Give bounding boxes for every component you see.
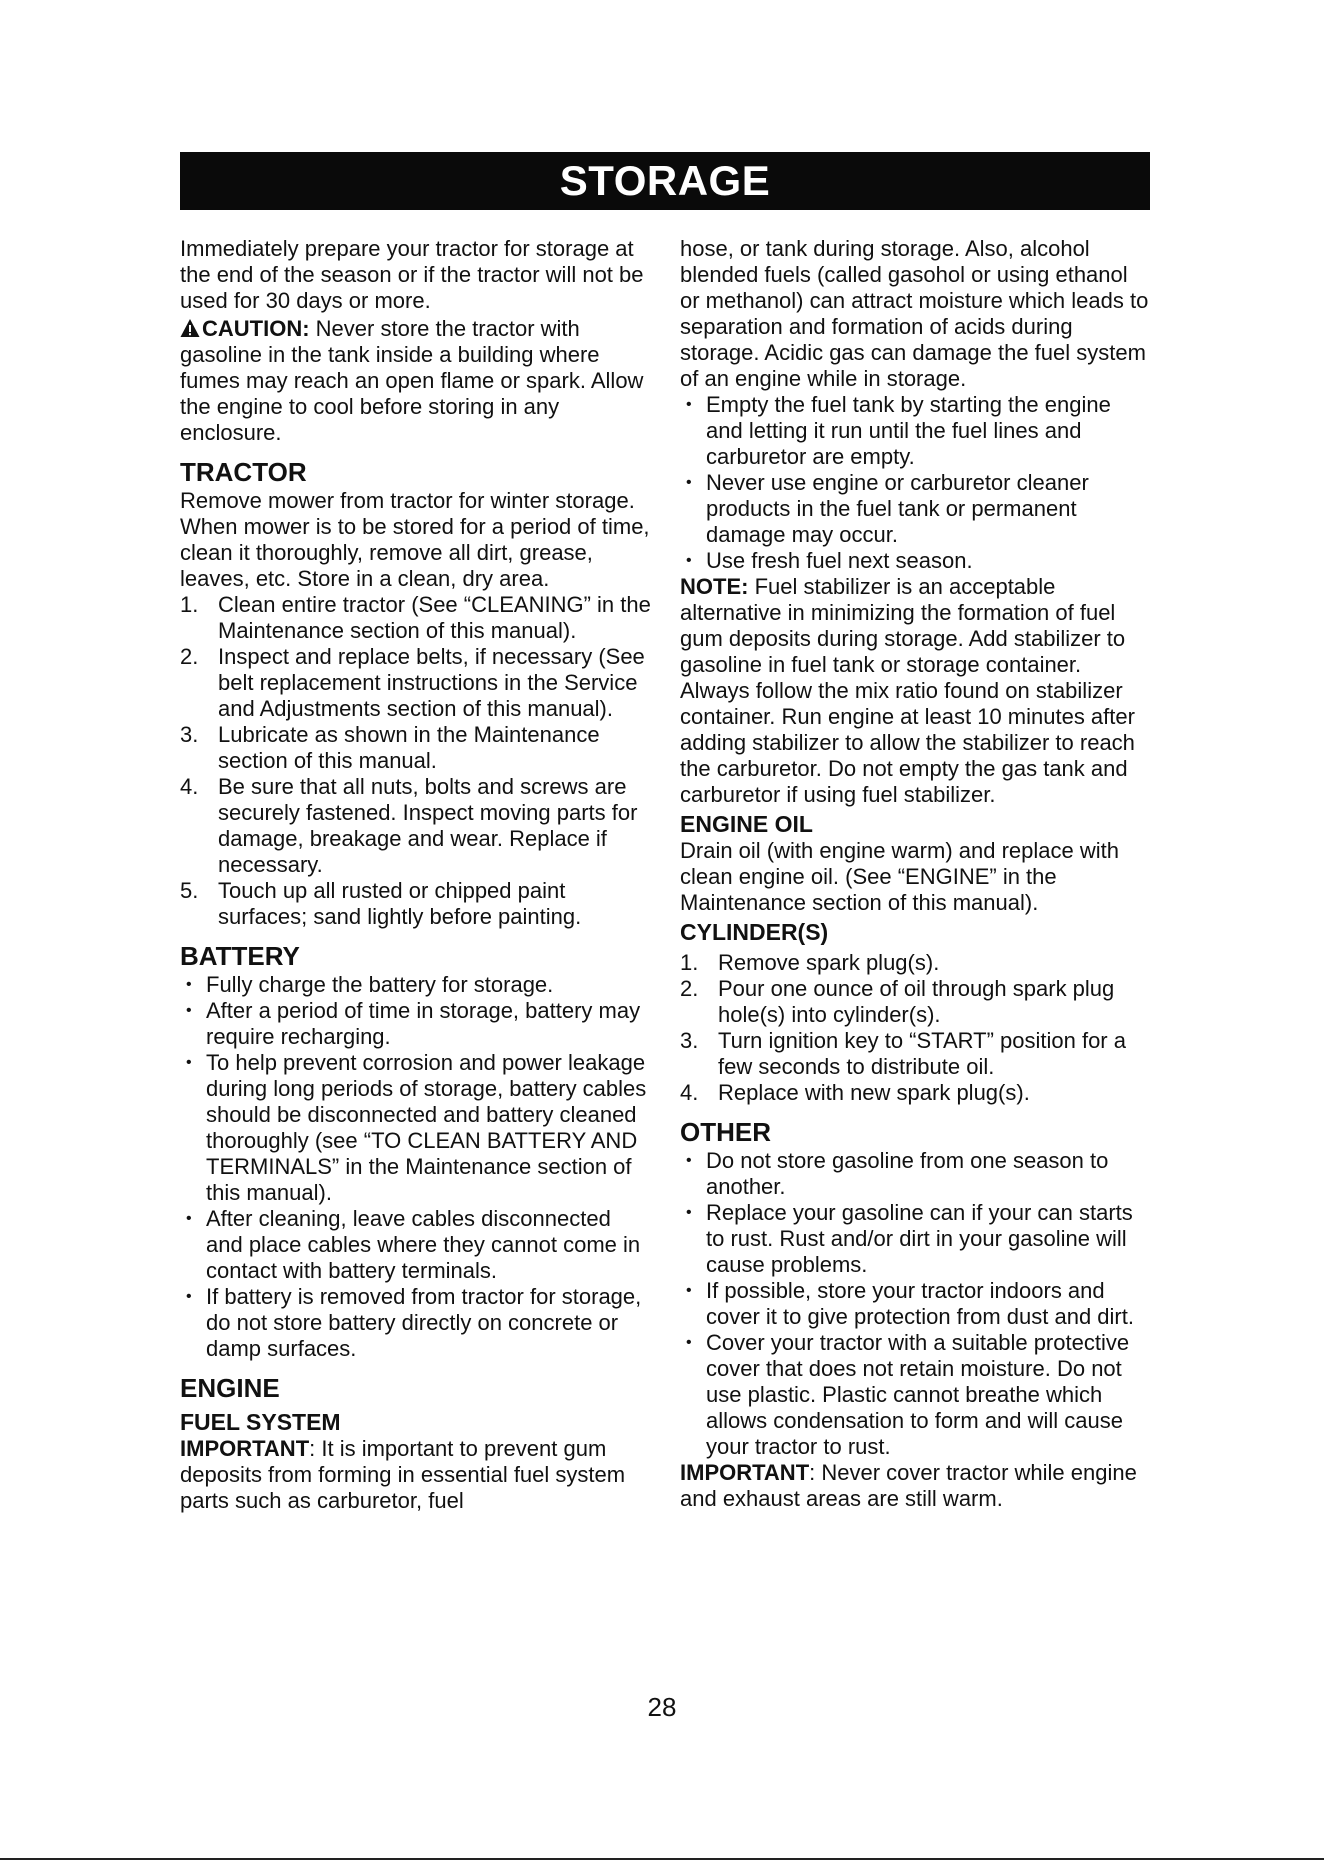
page-title: STORAGE bbox=[559, 157, 771, 204]
engine-heading: ENGINE bbox=[180, 1373, 280, 1403]
note-text: Fuel stabilizer is an acceptable alternative in minimizing the formation of fuel gum deposits during storage. Add stabilizer to gasoline in fuel tank or storage container. Always follow the mix ratio found on stabilizer container. Run engine at least 10 minutes after adding stabilizer to allow the stabilizer to reach the carburetor. Do not empty the gas tank and carburetor if using fuel stabilizer. bbox=[680, 574, 1135, 807]
warning-triangle-icon bbox=[180, 318, 200, 338]
other-item: • Do not store gasoline from one season to another. bbox=[680, 1148, 1152, 1200]
important-label: IMPORTANT bbox=[680, 1460, 810, 1485]
left-column bbox=[180, 236, 652, 1514]
other-item: • Replace your gasoline can if your can starts to rust. Rust and/or dirt in your gasoline will cause problems. bbox=[680, 1200, 1152, 1278]
fuel-system-heading: FUEL SYSTEM bbox=[180, 1409, 341, 1435]
important-label: IMPORTANT bbox=[180, 1436, 310, 1461]
battery-item: • Fully charge the battery for storage. bbox=[180, 972, 652, 998]
page-title-banner bbox=[180, 152, 1150, 210]
tractor-step: 2. Inspect and replace belts, if necessary (See belt replacement instructions in the Service and Adjustments section of this manual). bbox=[180, 644, 652, 722]
important-paragraph bbox=[680, 1460, 1152, 1512]
battery-item: • To help prevent corrosion and power leakage during long periods of storage, battery cables should be disconnected and battery cleaned thoroughly (see “TO CLEAN BATTERY AND TERMINALS” in the Maintenance section of this manual). bbox=[180, 1050, 652, 1206]
fuel-list bbox=[680, 392, 1152, 574]
battery-item: • If battery is removed from tractor for storage, do not store battery directly on concrete or damp surfaces. bbox=[180, 1284, 652, 1362]
cylinder-step: 1. Remove spark plug(s). bbox=[680, 950, 1152, 976]
tractor-heading: TRACTOR bbox=[180, 457, 307, 487]
other-item: • If possible, store your tractor indoors and cover it to give protection from dust and dirt. bbox=[680, 1278, 1152, 1330]
tractor-step: 5. Touch up all rusted or chipped paint surfaces; sand lightly before painting. bbox=[180, 878, 652, 930]
cylinder-step: 2. Pour one ounce of oil through spark plug hole(s) into cylinder(s). bbox=[680, 976, 1152, 1028]
cylinders-heading: CYLINDER(S) bbox=[680, 919, 829, 945]
battery-item: • After cleaning, leave cables disconnected and place cables where they cannot come in contact with battery terminals. bbox=[180, 1206, 652, 1284]
important-text: : Never cover tractor while engine and exhaust areas are still warm. bbox=[680, 1460, 1137, 1511]
tractor-step: 4. Be sure that all nuts, bolts and screws are securely fastened. Inspect moving parts for damage, breakage and wear. Replace if necessary. bbox=[180, 774, 652, 878]
intro-paragraph: Immediately prepare your tractor for storage at the end of the season or if the tractor will not be used for 30 days or more. bbox=[180, 236, 644, 313]
fuel-system-continued: hose, or tank during storage. Also, alcohol blended fuels (called gasohol or using ethanol or methanol) can attract moisture which leads to separation and formation of acids during storage. Acidic gas can damage the fuel system of an engine while in storage. bbox=[680, 236, 1149, 391]
cylinder-steps-list bbox=[680, 950, 1152, 1106]
note-label: NOTE: bbox=[680, 574, 749, 599]
tractor-step: 1. Clean entire tractor (See “CLEANING” in the Maintenance section of this manual). bbox=[180, 592, 652, 644]
fuel-item: • Never use engine or carburetor cleaner products in the fuel tank or permanent damage may occur. bbox=[680, 470, 1152, 548]
other-list bbox=[680, 1148, 1152, 1460]
right-column bbox=[680, 236, 1152, 1512]
note-paragraph bbox=[680, 574, 1152, 808]
cylinder-step: 4. Replace with new spark plug(s). bbox=[680, 1080, 1152, 1106]
other-item: • Cover your tractor with a suitable protective cover that does not retain moisture. Do not use plastic. Plastic cannot breathe which allows condensation to form and will cause your tractor to rust. bbox=[680, 1330, 1152, 1460]
battery-item: • After a period of time in storage, battery may require recharging. bbox=[180, 998, 652, 1050]
tractor-steps-list bbox=[180, 592, 652, 930]
caution-text: Never store the tractor with gasoline in the tank inside a building where fumes may reach an open flame or spark. Allow the engine to cool before storing in any enclosure. bbox=[180, 316, 644, 445]
engine-oil-text: Drain oil (with engine warm) and replace with clean engine oil. (See “ENGINE” in the Maintenance section of this manual). bbox=[680, 838, 1119, 915]
fuel-item: • Use fresh fuel next season. bbox=[680, 548, 1152, 574]
page-number: 28 bbox=[647, 1692, 677, 1722]
bottom-rule bbox=[0, 1858, 1324, 1860]
tractor-step: 3. Lubricate as shown in the Maintenance section of this manual. bbox=[180, 722, 652, 774]
other-heading: OTHER bbox=[680, 1117, 771, 1147]
tractor-intro: Remove mower from tractor for winter storage. When mower is to be stored for a period of time, clean it thoroughly, remove all dirt, grease, leaves, etc. Store in a clean, dry area. bbox=[180, 488, 650, 591]
battery-list bbox=[180, 972, 652, 1362]
caution-paragraph bbox=[180, 316, 652, 446]
fuel-system-paragraph bbox=[180, 1436, 652, 1514]
cylinder-step: 3. Turn ignition key to “START” position for a few seconds to distribute oil. bbox=[680, 1028, 1152, 1080]
battery-heading: BATTERY bbox=[180, 941, 300, 971]
caution-label: CAUTION: bbox=[202, 316, 310, 341]
fuel-system-text: : It is important to prevent gum deposits from forming in essential fuel system parts such as carburetor, fuel bbox=[180, 1436, 626, 1513]
engine-oil-heading: ENGINE OIL bbox=[680, 811, 813, 837]
fuel-item: • Empty the fuel tank by starting the engine and letting it run until the fuel lines and carburetor are empty. bbox=[680, 392, 1152, 470]
